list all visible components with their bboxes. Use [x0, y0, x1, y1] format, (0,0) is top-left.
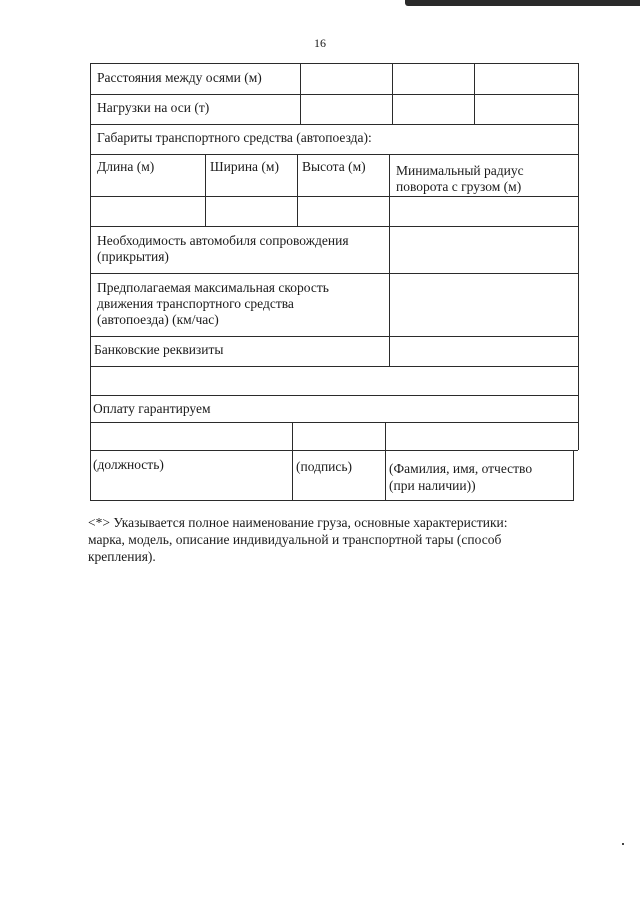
row-line [90, 154, 578, 155]
dimensions-heading: Габариты транспортного средства (автопоезда): [97, 130, 372, 145]
row-line [90, 422, 578, 423]
payment-guarantee-label: Оплату гарантируем [93, 401, 211, 416]
length-header: Длина (м) [97, 159, 155, 174]
table-right-border [573, 450, 574, 501]
row-line [90, 500, 574, 501]
footnote-line: крепления). [88, 549, 156, 564]
column-line [205, 154, 206, 226]
row-line [90, 450, 578, 451]
column-line [474, 63, 475, 124]
footnote-line: <*> Указывается полное наименование груза, основные характеристики: [88, 515, 508, 530]
row-line [90, 273, 578, 274]
full-name-caption: (Фамилия, имя, отчество [389, 461, 533, 476]
row-line [90, 226, 578, 227]
max-speed-label: (автопоезда) (км/час) [97, 312, 219, 327]
column-line [297, 154, 298, 226]
column-line [389, 154, 390, 226]
turning-radius-header: Минимальный радиус [396, 163, 524, 178]
row-line [90, 366, 578, 367]
row-line [90, 63, 578, 64]
row-line [90, 94, 578, 95]
max-speed-label: движения транспортного средства [97, 296, 294, 311]
escort-vehicle-label: Необходимость автомобиля сопровождения [97, 233, 349, 248]
axle-load-label: Нагрузки на оси (т) [97, 100, 210, 115]
axle-distance-label: Расстояния между осями (м) [97, 70, 262, 85]
row-line [90, 124, 578, 125]
row-line [90, 196, 578, 197]
position-caption: (должность) [93, 457, 164, 472]
width-header: Ширина (м) [210, 159, 279, 174]
row-line [90, 395, 578, 396]
escort-vehicle-label: (прикрытия) [97, 249, 169, 264]
footnote [88, 514, 588, 565]
turning-radius-header: поворота с грузом (м) [396, 179, 522, 194]
footnote-line: марка, модель, описание индивидуальной и транспортной тары (способ [88, 532, 502, 547]
height-header: Высота (м) [302, 159, 366, 174]
table-left-border [90, 63, 91, 500]
signature-caption: (подпись) [296, 459, 353, 474]
column-line [389, 226, 390, 366]
column-line [392, 63, 393, 124]
full-name-caption: (при наличии)) [389, 478, 476, 493]
page-number: 16 [314, 36, 326, 50]
scan-speck [622, 843, 624, 845]
bank-details-label: Банковские реквизиты [94, 342, 224, 357]
column-line [385, 422, 386, 500]
table-right-border [578, 63, 579, 450]
column-line [300, 63, 301, 124]
row-line [90, 336, 578, 337]
column-line [292, 422, 293, 500]
max-speed-label: Предполагаемая максимальная скорость [97, 280, 329, 295]
